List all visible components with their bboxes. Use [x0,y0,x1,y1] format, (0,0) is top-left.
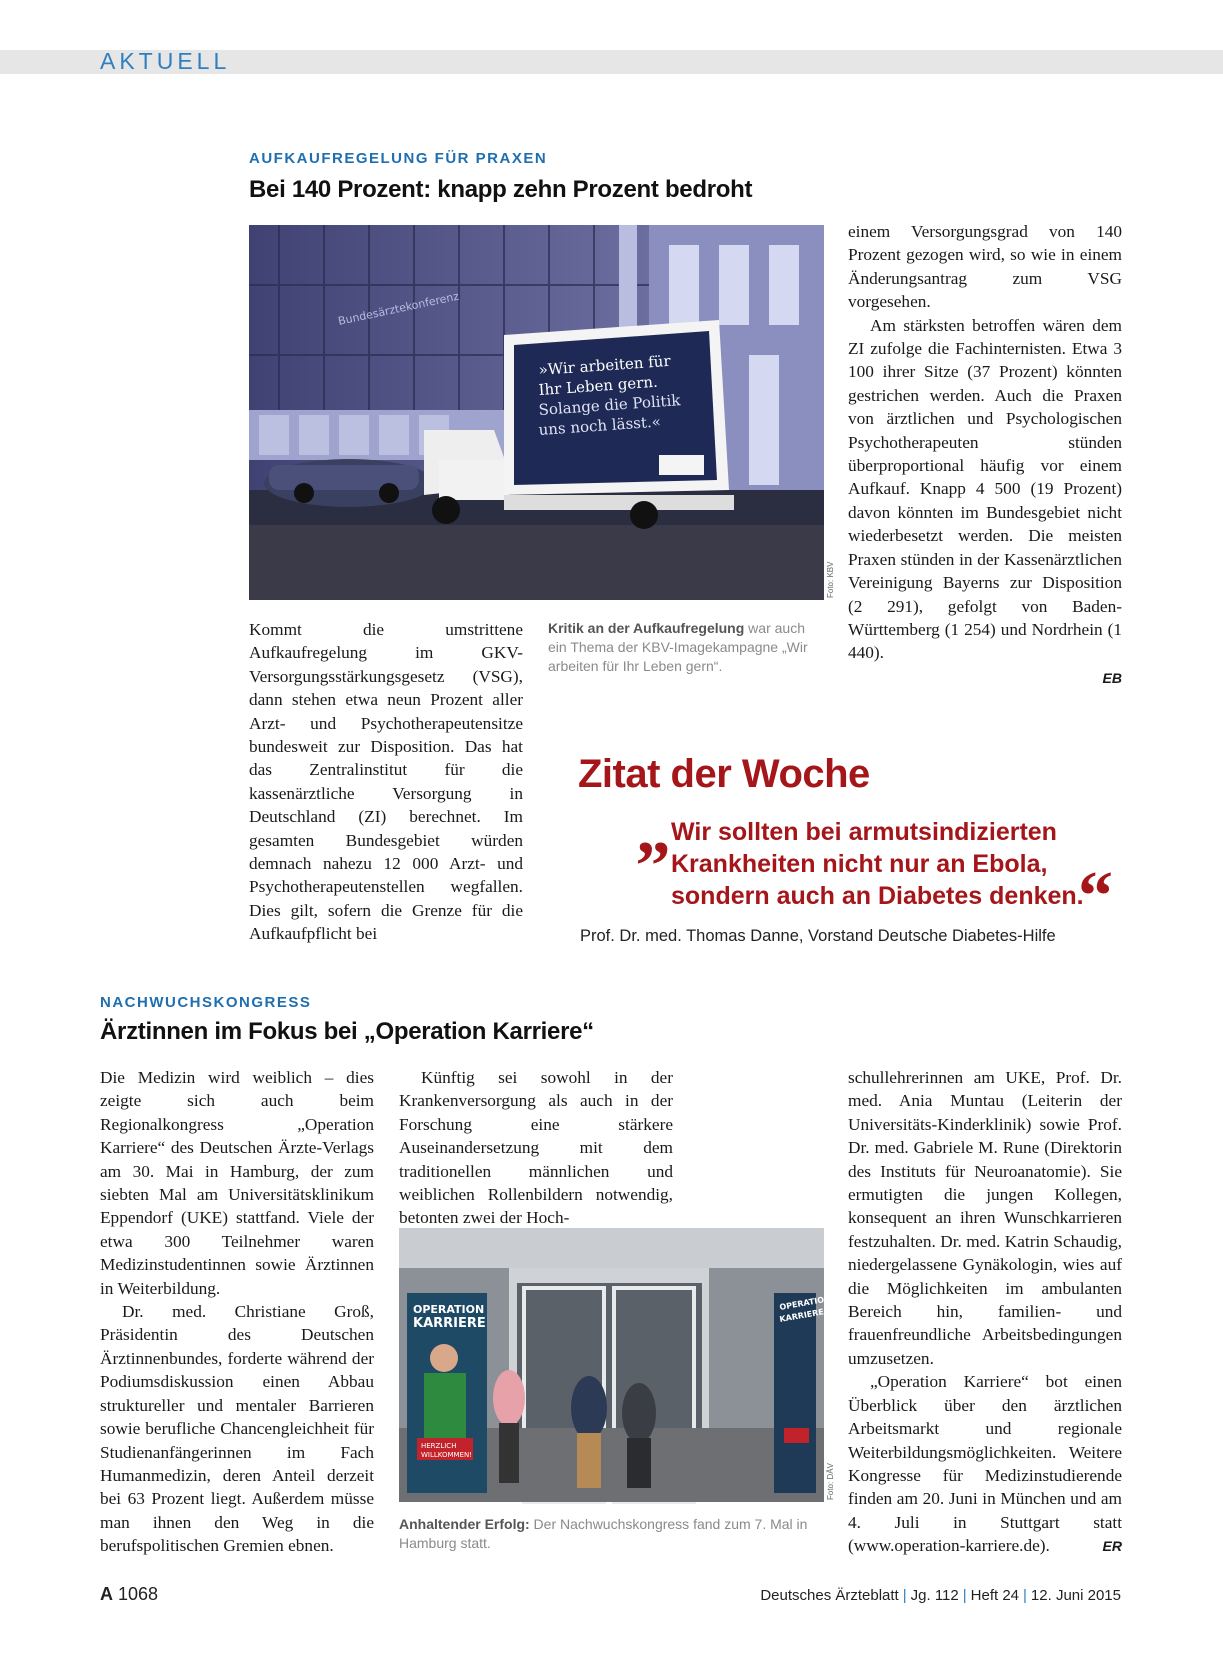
svg-text:HERZLICH: HERZLICH [421,1442,457,1450]
article1-photo [249,225,824,600]
quote-line-1: Wir sollten bei armutsindizierten [671,818,1057,846]
article2-kicker: NACHWUCHSKONGRESS [100,994,312,1011]
article2-col1 [100,1066,374,1558]
building-sign-text: Bundesärztekonferenz [336,289,461,328]
quote-text [671,816,1111,912]
svg-text:Ihr Leben gern.: Ihr Leben gern. [538,372,659,399]
footer-page [100,1584,158,1605]
svg-text:WILLKOMMEN!: WILLKOMMEN! [421,1451,473,1459]
svg-text:KARRIERE: KARRIERE [413,1316,486,1331]
article1-headline: Bei 140 Prozent: knapp zehn Prozent bedroht [249,176,753,203]
footer-separator: | [962,1587,967,1604]
article1-initials: EB [1102,670,1122,686]
article2-caption [399,1515,824,1553]
svg-text:OPERATION: OPERATION [778,1294,832,1312]
svg-text:KARRIERE: KARRIERE [778,1307,825,1324]
footer-issue: Heft 24 [970,1587,1020,1604]
article1-col1 [249,618,523,946]
article2-col3-p2: „Operation Karriere“ bot einen Überblick über den ärztlichen Arbeitsmarkt und regionale Weiterbildungsmöglichkeiten. Weitere Kongresse für Medizinstudierende finden am 20. Juni in München und am 4. Juli in Stuttgart statt (www.operation-karriere.de). [848,1372,1122,1556]
article2-caption-bold: Anhaltender Erfolg: [399,1516,530,1532]
quote-author: Prof. Dr. med. Thomas Danne, Vorstand Deutsche Diabetes-Hilfe [580,927,1056,945]
svg-text:»Wir arbeiten für: »Wir arbeiten für [538,351,672,379]
article1-col2-p2: Am stärksten betroffen wären dem ZI zufolge die Fachinternisten. Etwa 3 100 ihrer Sitze (37 Prozent) könnten gestrichen werden. Auch die Praxen von ärztlichen und Psychologischen Psychotherapeuten stünden überproportional häufig vor einem Aufkauf. Knapp 4 500 (19 Prozent) davon könnten im Bundesgebiet nicht wiederbesetzt werden. Die meisten Praxen stünden in der Kassenärztlichen Vereinigung Bayerns zur Disposition (2 291), gefolgt von Baden-Württemberg (1 254) und Nordrhein (1 440). [848,315,1122,663]
section-label: AKTUELL [100,48,231,74]
footer-page-prefix: A [100,1584,113,1604]
footer-volume: Jg. 112 [910,1587,959,1604]
article1-col2-p1: einem Versorgungsgrad von 140 Prozent gezogen wird, so wie in einem Änderungsantrag zum VSG vorgesehen. [848,222,1122,312]
article2-col3 [848,1066,1122,1558]
article1-caption-bold: Kritik an der Aufkaufregelung [548,620,745,636]
svg-text:OPERATION: OPERATION [413,1303,485,1316]
footer-date: 12. Juni 2015 [1030,1587,1121,1604]
article2-col1-p2: Dr. med. Christiane Groß, Präsidentin des Deutschen Ärztinnenbundes, forderte während der Podiumsdiskussion einen Abbau struktureller und mentaler Barrieren sowie berufliche Chancengleichheit für Studienanfängerinnen im Fach Humanmedizin, deren Anteil derzeit bei 63 Prozent liegt. Außerdem müsse man ihnen den Weg in die berufspolitischen Gremien ebnen. [100,1302,374,1556]
article2-initials: ER [1102,1538,1122,1554]
quote-title: Zitat der Woche [578,752,870,796]
article2-caption-text: Der Nachwuchskongress fand zum 7. Mal in Hamburg statt. [399,1516,808,1551]
footer-separator: | [1023,1587,1027,1604]
article2-col2 [399,1066,673,1230]
article2-col3-p1: schullehrerinnen am UKE, Prof. Dr. med. Ania Muntau (Leiterin der Universitäts-Kinderklinik) sowie Prof. Dr. med. Gabriele M. Rune (Direktorin des Instituts für Neuroanatomie). Sie ermutigten die jungen Kollegen, konsequent an ihren Wunschkarrieren festzuhalten. Dr. med. Katrin Schaudig, niedergelassene Gynäkologin, wies auf die Möglichkeiten im ambulanten Bereich hin, familien- und frauenfreundliche Arbeitsbedingungen umzusetzen. [848,1068,1122,1368]
article1-col1-text: Kommt die umstrittene Aufkaufregelung im GKV-Versorgungsstärkungsgesetz (VSG), dann stehen etwa neun Prozent aller Arzt- und Psychotherapeutensitze bundesweit zur Disposition. Das hat das Zentralinstitut für die kassenärztliche Versorgung in Deutschland (ZI) berechnet. Im gesamten Bundesgebiet würden demnach nahezu 12 000 Arzt- und Psychotherapeutenstellen wegfallen. Dies gilt, sofern die Grenze für die Aufkaufpflicht bei [249,620,523,944]
quote-line-2: Krankheiten nicht nur an Ebola, [671,850,1048,878]
footer-journal: Deutsches Ärzteblatt [760,1587,899,1604]
article1-kicker: AUFKAUFREGELUNG FÜR PRAXEN [249,150,548,167]
svg-text:Solange die Politik: Solange die Politik [538,391,681,419]
quote-line-3: sondern auch an Diabetes denken. [671,882,1084,910]
article2-headline: Ärztinnen im Fokus bei „Operation Karriere“ [100,1018,594,1045]
article2-photo-credit: Foto: DÄV [826,1463,835,1500]
article1-col2 [848,220,1122,665]
article2-col1-p1: Die Medizin wird weiblich – dies zeigte sich auch beim Regionalkongress „Operation Karriere“ des Deutschen Ärzte-Verlags am 30. Mai in Hamburg, der zum siebten Mal am Universitätsklinikum Eppendorf (UKE) stattfand. Viele der etwa 300 Teilnehmer waren Medizinstudentinnen sowie Ärztinnen in Weiterbildung. [100,1068,374,1298]
footer-page-number: 1068 [118,1584,159,1604]
quote-open-mark: „ [636,792,671,869]
article2-col2-p1: Künftig sei sowohl in der Krankenversorgung als auch in der Forschung eine stärkere Auseinandersetzung mit dem traditionellen männlichen und weiblichen Rollenbildern notwendig, betonten zwei der Hoch- [399,1068,673,1228]
article1-photo-credit: Foto: KBV [826,561,835,598]
footer-separator: | [902,1587,907,1604]
quote-close-mark: “ [1078,858,1113,935]
article1-caption [548,619,818,676]
svg-text:uns noch lässt.«: uns noch lässt.« [538,412,662,439]
footer-journal-info [760,1587,1121,1604]
article1-caption-text: war auch ein Thema der KBV-Imagekampagne „Wir arbeiten für Ihr Leben gern“. [548,620,808,674]
